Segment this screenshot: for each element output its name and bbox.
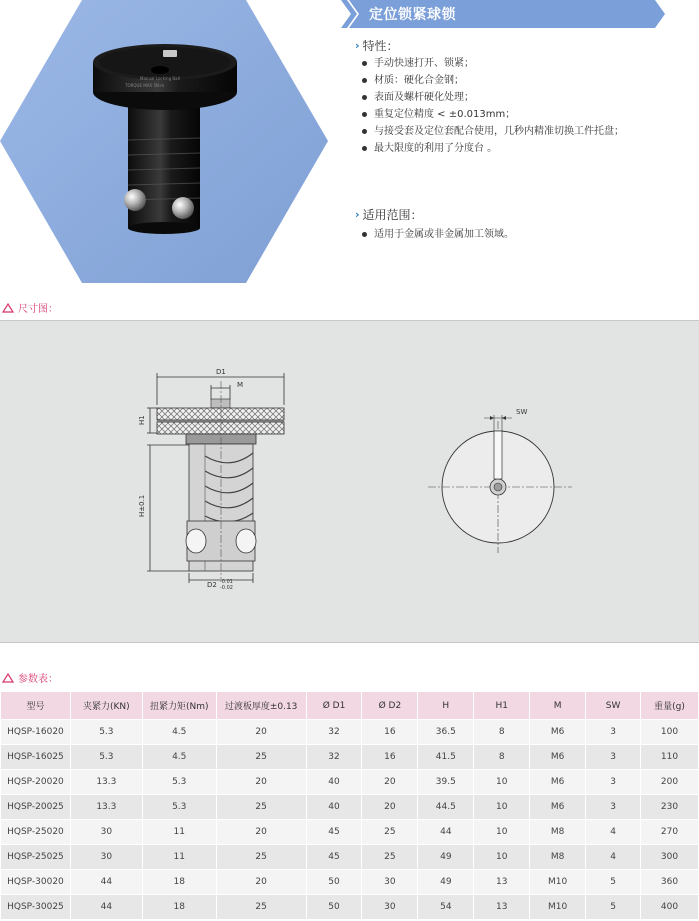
- list-item: 适用于金属或非金属加工领域。: [360, 226, 514, 243]
- label-d2-tol-upper: -0.01: [220, 579, 233, 585]
- table-cell: 30: [362, 895, 418, 920]
- table-cell: 13: [474, 895, 530, 920]
- col-header-sw: SW: [586, 692, 641, 720]
- table-cell: HQSP-16025: [1, 745, 71, 770]
- table-cell: 20: [216, 820, 306, 845]
- table-cell: HQSP-30020: [1, 870, 71, 895]
- table-cell: 50: [306, 895, 362, 920]
- table-row: [1, 820, 699, 845]
- table-cell: 25: [216, 745, 306, 770]
- dimension-drawing: [0, 320, 699, 643]
- list-item: 手动快速打开、锁紧；: [360, 55, 624, 72]
- table-cell: 25: [216, 845, 306, 870]
- table-cell: 30: [70, 845, 142, 870]
- table-cell: M8: [530, 820, 586, 845]
- scope-list: [360, 226, 514, 243]
- table-cell: 300: [641, 845, 699, 870]
- table-cell: 25: [362, 845, 418, 870]
- table-row: [1, 895, 699, 920]
- table-cell: 44: [70, 870, 142, 895]
- table-cell: 3: [586, 720, 641, 745]
- table-cell: M6: [530, 720, 586, 745]
- table-cell: 10: [474, 795, 530, 820]
- list-item: 表面及螺杆硬化处理；: [360, 89, 624, 106]
- table-cell: 13.3: [70, 795, 142, 820]
- table-cell: 54: [418, 895, 474, 920]
- table-cell: 30: [70, 820, 142, 845]
- table-cell: 40: [306, 770, 362, 795]
- table-cell: 3: [586, 770, 641, 795]
- table-cell: 10: [474, 845, 530, 870]
- table-cell: 4: [586, 820, 641, 845]
- triangle-icon: [2, 673, 14, 683]
- table-cell: 20: [216, 720, 306, 745]
- scope-heading: › 适用范围：: [355, 208, 423, 222]
- params-table: [0, 691, 699, 920]
- table-cell: M10: [530, 870, 586, 895]
- table-cell: 4.5: [142, 720, 216, 745]
- col-header-plate-thickness: 过渡板厚度±0.13: [216, 692, 306, 720]
- label-h1: H1: [138, 415, 146, 425]
- table-cell: 16: [362, 745, 418, 770]
- table-cell: 11: [142, 820, 216, 845]
- table-cell: 5.3: [70, 720, 142, 745]
- table-cell: 5: [586, 895, 641, 920]
- table-cell: 400: [641, 895, 699, 920]
- product-image: [0, 0, 328, 283]
- table-cell: HQSP-30025: [1, 895, 71, 920]
- table-cell: 3: [586, 745, 641, 770]
- page-title: 定位锁紧球锁: [369, 7, 456, 23]
- dimension-heading: 尺寸图：: [2, 300, 58, 315]
- table-cell: 110: [641, 745, 699, 770]
- table-cell: 13: [474, 870, 530, 895]
- table-header-row: [1, 692, 699, 720]
- features-heading: › 特性：: [355, 39, 399, 53]
- table-cell: M6: [530, 745, 586, 770]
- table-cell: M8: [530, 845, 586, 870]
- table-cell: 5: [586, 870, 641, 895]
- table-cell: M6: [530, 770, 586, 795]
- table-row: [1, 770, 699, 795]
- table-cell: 49: [418, 845, 474, 870]
- table-cell: 20: [216, 870, 306, 895]
- table-cell: 44: [70, 895, 142, 920]
- list-item: 材质：硬化合金钢；: [360, 72, 624, 89]
- table-cell: 4.5: [142, 745, 216, 770]
- col-header-d2: Ø D2: [362, 692, 418, 720]
- col-header-clamp-force: 夹紧力(KN): [70, 692, 142, 720]
- table-cell: HQSP-16020: [1, 720, 71, 745]
- label-sw: SW: [516, 408, 528, 416]
- table-cell: HQSP-25020: [1, 820, 71, 845]
- table-cell: 3: [586, 795, 641, 820]
- title-banner: [337, 0, 665, 28]
- chevron-right-icon: ›: [355, 208, 360, 221]
- col-header-h1: H1: [474, 692, 530, 720]
- table-row: [1, 845, 699, 870]
- engraving-text: Manual Locking Ball: [140, 76, 180, 81]
- table-cell: 20: [362, 795, 418, 820]
- table-cell: 270: [641, 820, 699, 845]
- table-cell: 25: [216, 795, 306, 820]
- table-cell: 13.3: [70, 770, 142, 795]
- table-cell: 100: [641, 720, 699, 745]
- table-cell: 20: [216, 770, 306, 795]
- triangle-icon: [2, 303, 14, 313]
- table-cell: 18: [142, 895, 216, 920]
- table-cell: 230: [641, 795, 699, 820]
- chevron-right-icon: ›: [355, 39, 360, 52]
- list-item: 与接受套及定位套配合使用，几秒内精准切换工件托盘；: [360, 123, 624, 140]
- table-cell: 32: [306, 720, 362, 745]
- table-cell: 5.3: [142, 795, 216, 820]
- table-cell: 45: [306, 845, 362, 870]
- table-cell: 10: [474, 820, 530, 845]
- col-header-weight: 重量(g): [641, 692, 699, 720]
- col-header-m: M: [530, 692, 586, 720]
- table-cell: 41.5: [418, 745, 474, 770]
- table-cell: 45: [306, 820, 362, 845]
- table-cell: HQSP-20025: [1, 795, 71, 820]
- label-m: M: [237, 381, 244, 389]
- list-item: 重复定位精度 < ±0.013mm；: [360, 106, 624, 123]
- table-row: [1, 720, 699, 745]
- table-cell: M10: [530, 895, 586, 920]
- table-cell: 39.5: [418, 770, 474, 795]
- table-cell: HQSP-25025: [1, 845, 71, 870]
- table-row: [1, 870, 699, 895]
- table-cell: 32: [306, 745, 362, 770]
- label-d2: D2: [207, 581, 217, 589]
- col-header-torque: 扭紧力矩(Nm): [142, 692, 216, 720]
- list-item: 最大限度的利用了分度台 。: [360, 140, 624, 157]
- table-cell: M6: [530, 795, 586, 820]
- table-cell: 44: [418, 820, 474, 845]
- table-cell: 5.3: [142, 770, 216, 795]
- table-cell: 5.3: [70, 745, 142, 770]
- label-d2-tol-lower: -0.02: [220, 585, 233, 591]
- table-cell: 25: [362, 820, 418, 845]
- table-cell: 40: [306, 795, 362, 820]
- col-header-model: 型号: [1, 692, 71, 720]
- table-cell: 30: [362, 870, 418, 895]
- table-row: [1, 795, 699, 820]
- table-cell: 18: [142, 870, 216, 895]
- table-cell: 20: [362, 770, 418, 795]
- features-list: [360, 55, 624, 157]
- table-cell: 11: [142, 845, 216, 870]
- table-cell: 10: [474, 770, 530, 795]
- table-cell: 44.5: [418, 795, 474, 820]
- table-cell: 8: [474, 720, 530, 745]
- col-header-d1: Ø D1: [306, 692, 362, 720]
- table-cell: 16: [362, 720, 418, 745]
- table-cell: HQSP-20020: [1, 770, 71, 795]
- table-cell: 36.5: [418, 720, 474, 745]
- table-cell: 200: [641, 770, 699, 795]
- label-d1: D1: [216, 368, 226, 376]
- params-heading: 参数表：: [2, 670, 58, 685]
- label-h: H±0.1: [138, 494, 146, 517]
- table-cell: 25: [216, 895, 306, 920]
- table-cell: 50: [306, 870, 362, 895]
- engraving-text-2: TORQUE MAX 5N·m: [125, 83, 165, 88]
- table-cell: 4: [586, 845, 641, 870]
- table-cell: 360: [641, 870, 699, 895]
- col-header-h: H: [418, 692, 474, 720]
- table-cell: 49: [418, 870, 474, 895]
- table-cell: 8: [474, 745, 530, 770]
- table-row: [1, 745, 699, 770]
